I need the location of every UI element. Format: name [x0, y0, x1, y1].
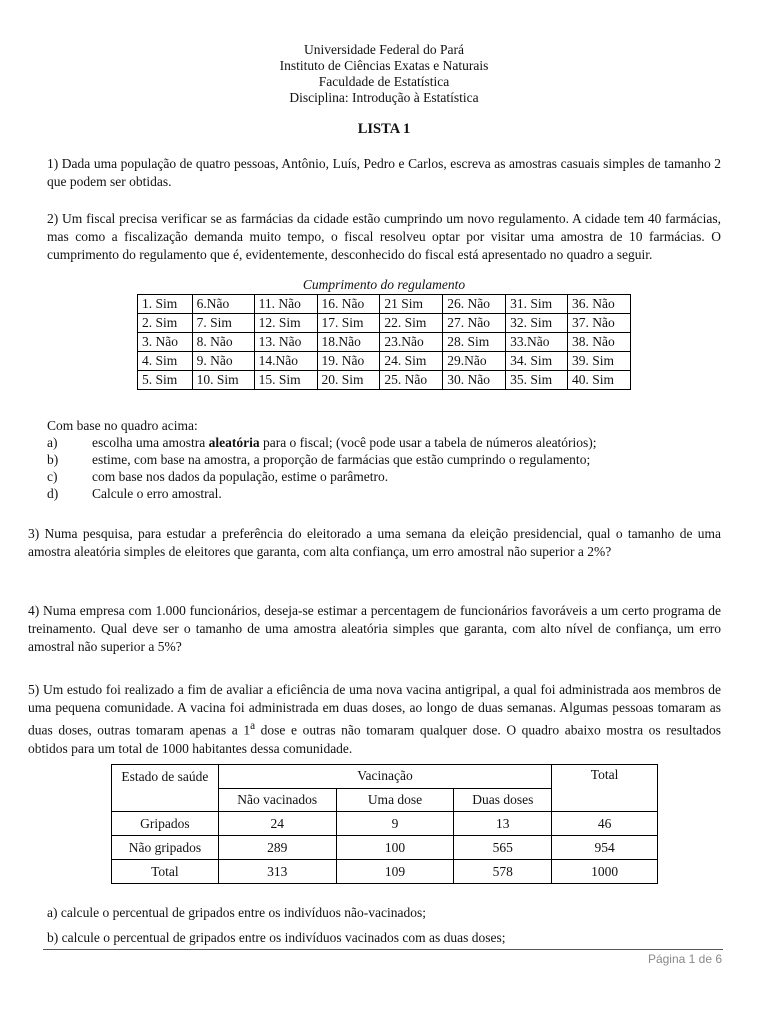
question-2-text: 2) Um fiscal precisa verificar se as farmácias da cidade estão cumprindo um novo regulamento. A cidade tem 40 farmácias, mas como a fiscalização demanda muito tempo, o fiscal resolveu optar por visitar uma amostra de 10 farmácias. O cumprimento do regulamento que é, evidentemente, desconhecido do fiscal está apresentado no quadro a seguir. — [47, 211, 721, 262]
table-cell: 289 — [218, 836, 336, 860]
header-institute: Instituto de Ciências Exatas e Naturais — [279, 58, 489, 73]
row-label: Total — [112, 860, 219, 884]
table-cell: 15. Sim — [254, 371, 317, 390]
table-cell: 31. Sim — [506, 295, 568, 314]
table-cell: 14.Não — [254, 352, 317, 371]
table-row — [138, 295, 631, 314]
table-cell: 954 — [552, 836, 658, 860]
table-cell: 22. Sim — [380, 314, 443, 333]
header-total: Total — [552, 765, 658, 812]
header-university: Universidade Federal do Pará — [303, 42, 465, 57]
table-row — [138, 333, 631, 352]
table-cell: 13. Não — [254, 333, 317, 352]
table-cell: 21 Sim — [380, 295, 443, 314]
question-5 — [28, 681, 721, 758]
table-cell: 16. Não — [317, 295, 380, 314]
footer-divider — [43, 949, 723, 950]
table-cell: 19. Não — [317, 352, 380, 371]
table-row — [112, 812, 658, 836]
question-5-text: 5) Um estudo foi realizado a fim de avaliar a eficiência de uma nova vacina antigripal, a qual foi administrada aos membros de uma pequena comunidade. A vacina foi administrada em duas doses, ao longo de duas semanas. Algumas pessoas tomaram as duas doses, outras tomaram apenas a 1$^a$ dose e outras não tomaram qualquer dose. O quadro abaixo mostra os resultados obtidos para um total de 1000 habitantes dessa comunidade. — [28, 682, 721, 756]
table-cell: 17. Sim — [317, 314, 380, 333]
table-cell: 9. Não — [192, 352, 254, 371]
table-cell: 18.Não — [317, 333, 380, 352]
item-a — [47, 434, 597, 451]
table-cell: 38. Não — [568, 333, 631, 352]
table-cell: 32. Sim — [506, 314, 568, 333]
question-1 — [47, 155, 721, 191]
table-cell: 24 — [218, 812, 336, 836]
table-cell: 1. Sim — [138, 295, 193, 314]
item-b-label: b) — [47, 452, 59, 467]
table-cell: 565 — [454, 836, 552, 860]
table-cell: 25. Não — [380, 371, 443, 390]
header-discipline: Disciplina: Introdução à Estatística — [289, 90, 479, 105]
table-cell: 4. Sim — [138, 352, 193, 371]
table-cell: 10. Sim — [192, 371, 254, 390]
table-cell: 23.Não — [380, 333, 443, 352]
table-cell: 30. Não — [443, 371, 506, 390]
item-a-text: escolha uma amostra aleatória para o fiscal; (você pode usar a tabela de números aleatórios); — [92, 435, 597, 450]
table-cell: 37. Não — [568, 314, 631, 333]
compliance-table — [137, 294, 631, 390]
table-cell: 26. Não — [443, 295, 506, 314]
table-cell: 313 — [218, 860, 336, 884]
table-cell: 24. Sim — [380, 352, 443, 371]
table-cell: 7. Sim — [192, 314, 254, 333]
item-c-label: c) — [47, 469, 58, 484]
vaccine-table — [111, 764, 658, 884]
item-b-text: estime, com base na amostra, a proporção de farmácias que estão cumprindo o regulamento; — [92, 452, 591, 467]
page-title: LISTA 1 — [357, 121, 411, 137]
table-row — [112, 860, 658, 884]
table-cell: 3. Não — [138, 333, 193, 352]
table-cell: 46 — [552, 812, 658, 836]
table-row — [138, 352, 631, 371]
table-cell: 36. Não — [568, 295, 631, 314]
item-d-label: d) — [47, 486, 59, 501]
table-cell: 33.Não — [506, 333, 568, 352]
question-1-text: 1) Dada uma população de quatro pessoas, Antônio, Luís, Pedro e Carlos, escreva as amostras casuais simples de tamanho 2 que podem ser obtidas. — [47, 156, 721, 189]
table-cell: 13 — [454, 812, 552, 836]
row-label: Gripados — [112, 812, 219, 836]
table-cell: 8. Não — [192, 333, 254, 352]
subheader-nao-vacinados: Não vacinados — [218, 788, 336, 812]
table-cell: 29.Não — [443, 352, 506, 371]
question-2-items — [47, 417, 597, 502]
table-cell: 28. Sim — [443, 333, 506, 352]
table-row — [138, 314, 631, 333]
question-2 — [47, 210, 721, 264]
page-number: Página 1 de 6 — [647, 952, 722, 966]
question-3-text: 3) Numa pesquisa, para estudar a preferência do eleitorado a uma semana da eleição presidencial, qual o tamanho de uma amostra aleatória simples de eleitores que garanta, com alta confiança, um erro amostral não superior a 2%? — [28, 526, 721, 559]
question-2-intro: Com base no quadro acima: — [47, 418, 198, 433]
item-b — [47, 451, 597, 468]
header-vacinacao: Vacinação — [218, 765, 551, 789]
table-cell: 20. Sim — [317, 371, 380, 390]
document-header — [0, 42, 768, 106]
subheader-duas-doses: Duas doses — [454, 788, 552, 812]
table-1-caption: Cumprimento do regulamento — [302, 277, 466, 292]
item-d-text: Calcule o erro amostral. — [92, 486, 222, 501]
table-cell: 2. Sim — [138, 314, 193, 333]
table-cell: 6.Não — [192, 295, 254, 314]
header-faculty: Faculdade de Estatística — [318, 74, 450, 89]
question-4 — [28, 602, 721, 656]
item-a-label: a) — [47, 435, 58, 450]
table-row — [138, 371, 631, 390]
item-c-text: com base nos dados da população, estime o parâmetro. — [92, 469, 389, 484]
question-4-text: 4) Numa empresa com 1.000 funcionários, deseja-se estimar a percentagem de funcionários favoráveis a um certo programa de treinamento. Qual deve ser o tamanho de uma amostra aleatória simples que garanta, com alto nível de confiança, um erro amostral não superior a 5%? — [28, 603, 721, 654]
question-5-a: a) calcule o percentual de gripados entre os indivíduos não-vacinados; — [47, 905, 426, 920]
table-row — [112, 836, 658, 860]
table-cell: 5. Sim — [138, 371, 193, 390]
table-cell: 109 — [336, 860, 454, 884]
row-label: Não gripados — [112, 836, 219, 860]
table-cell: 34. Sim — [506, 352, 568, 371]
table-cell: 1000 — [552, 860, 658, 884]
table-cell: 11. Não — [254, 295, 317, 314]
table-cell: 40. Sim — [568, 371, 631, 390]
table-cell: 578 — [454, 860, 552, 884]
subheader-uma-dose: Uma dose — [336, 788, 454, 812]
item-c — [47, 468, 597, 485]
table-cell: 27. Não — [443, 314, 506, 333]
table-cell: 39. Sim — [568, 352, 631, 371]
table-cell: 12. Sim — [254, 314, 317, 333]
question-5-b: b) calcule o percentual de gripados entre os indivíduos vacinados com as duas doses; — [47, 930, 506, 945]
table-cell: 9 — [336, 812, 454, 836]
ordinal-superscript: a — [250, 720, 256, 732]
question-3 — [28, 525, 721, 561]
table-cell: 100 — [336, 836, 454, 860]
table-cell: 35. Sim — [506, 371, 568, 390]
item-d — [47, 485, 597, 502]
header-estado-de-saude: Estado de saúde — [112, 765, 219, 812]
